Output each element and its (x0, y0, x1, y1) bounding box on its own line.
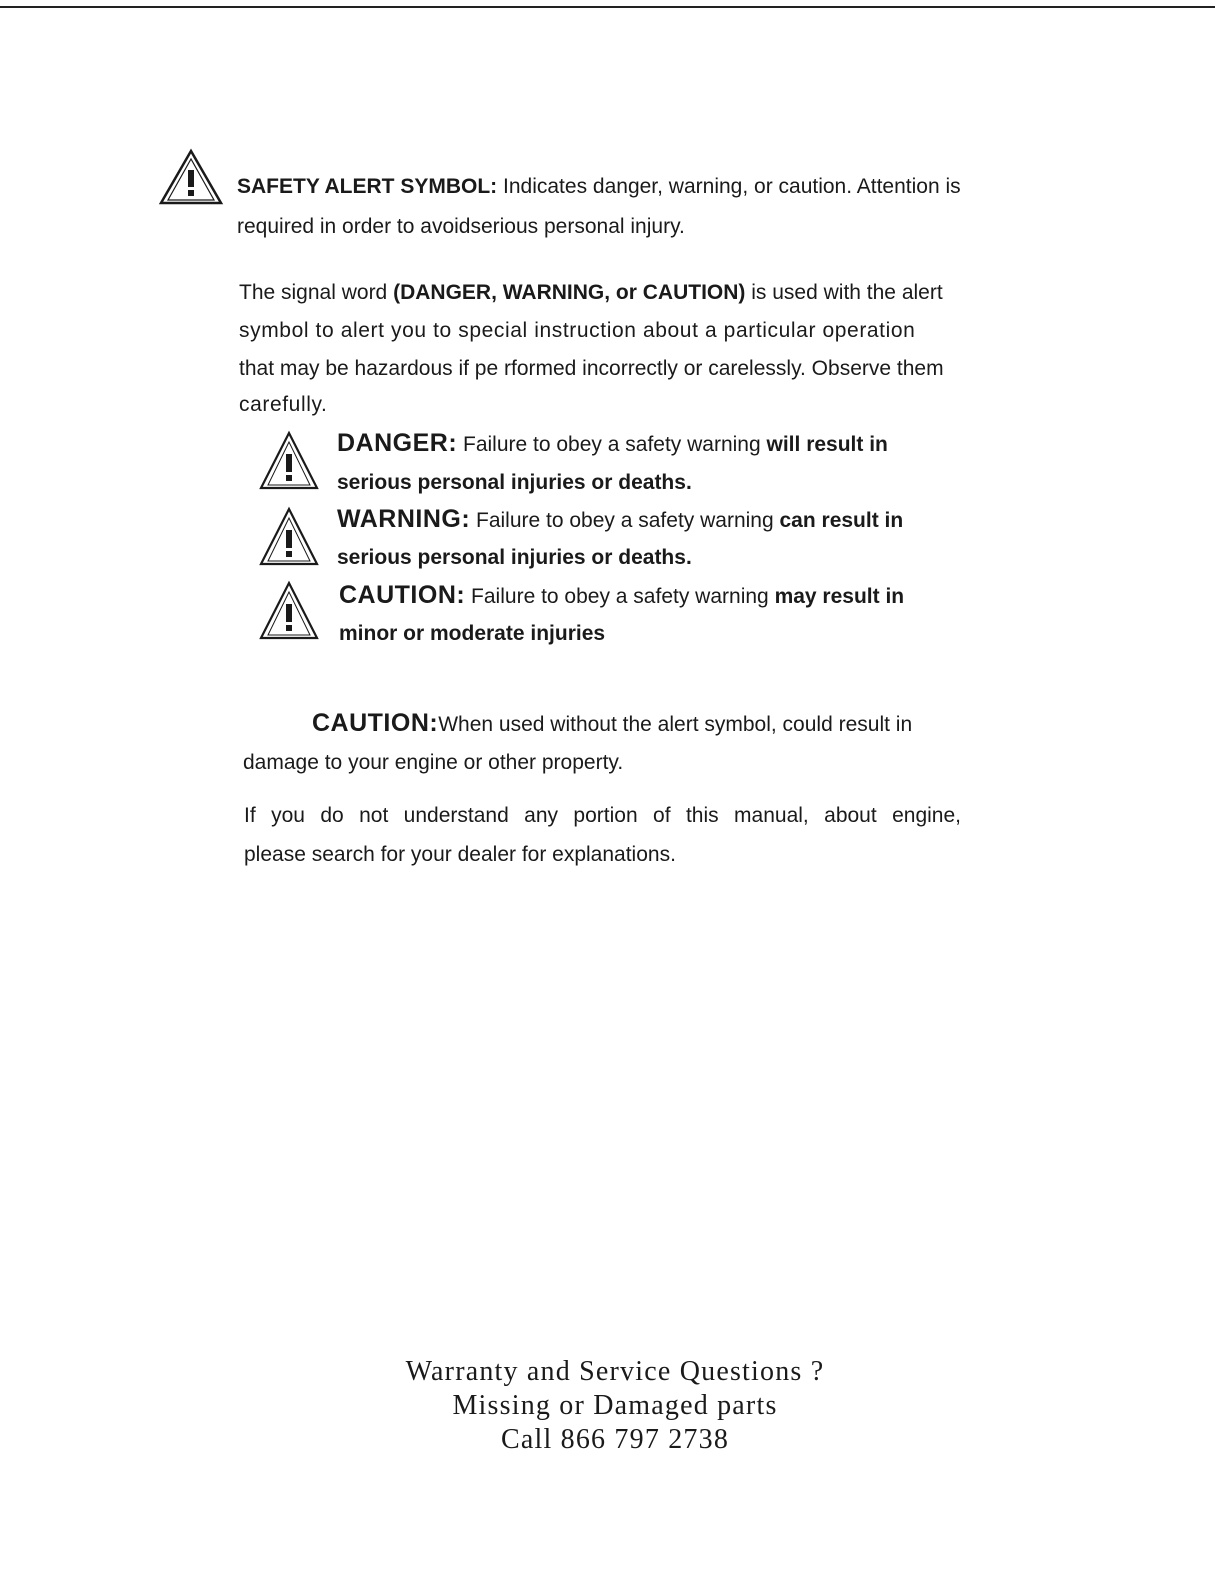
safety-alert-text: Indicates danger, warning, or caution. Attention is (497, 175, 961, 198)
manual-note-line-1: If you do not understand any portion of this manual, about engine, (244, 804, 961, 827)
warning-level-triangle-icon (258, 506, 320, 568)
safety-alert-line-1 (237, 175, 961, 199)
danger-line-1 (337, 431, 888, 457)
safety-alert-label: SAFETY ALERT SYMBOL: (237, 175, 498, 198)
signal-word-line-4: carefully. (239, 393, 328, 416)
danger-triangle-icon (258, 430, 320, 492)
caution-line-2: minor or moderate injuries (339, 622, 606, 645)
safety-alert-line-2: required in order to avoidserious personal injury. (237, 215, 685, 238)
caution-word: CAUTION: (339, 581, 466, 609)
signal-word-line-3: that may be hazardous if pe rformed incorrectly or carelessly. Observe them (239, 357, 944, 380)
top-rule (0, 6, 1215, 8)
warning-triangle-icon (158, 148, 224, 206)
footer-line-3: Call 866 797 2738 (500, 1424, 730, 1455)
signal-word-list: (DANGER, WARNING, or CAUTION) (393, 281, 746, 304)
warning-line-2: serious personal injuries or deaths. (337, 546, 692, 569)
footer-line-1: Warranty and Service Questions ? (405, 1356, 825, 1387)
footer-line-2: Missing or Damaged parts (452, 1390, 778, 1421)
warning-bold-1: can result in (779, 509, 904, 532)
caution-line-1 (339, 583, 904, 609)
danger-line-2: serious personal injuries or deaths. (337, 471, 692, 494)
warning-word: WARNING: (337, 505, 471, 533)
caution-bold-1: may result in (774, 585, 905, 608)
caution-note-line-2: damage to your engine or other property. (243, 751, 624, 774)
signal-word-pre: The signal word (239, 281, 394, 304)
danger-bold-1: will result in (766, 433, 888, 456)
danger-word: DANGER: (337, 429, 458, 457)
warning-line-1 (337, 507, 903, 533)
caution-note-word: CAUTION: (312, 709, 439, 737)
signal-word-line-1 (239, 281, 943, 305)
danger-text: Failure to obey a safety warning (457, 433, 767, 456)
manual-note-line-2: please search for your dealer for explanations. (244, 843, 676, 866)
caution-note-line-1 (312, 711, 912, 737)
signal-word-line-2: symbol to alert you to special instruction about a particular operation (239, 319, 916, 342)
caution-triangle-icon (258, 580, 320, 642)
caution-text: Failure to obey a safety warning (465, 585, 775, 608)
signal-word-post: is used with the alert (745, 281, 943, 304)
caution-note-text: When used without the alert symbol, could result in (438, 713, 913, 736)
warning-text: Failure to obey a safety warning (470, 509, 780, 532)
